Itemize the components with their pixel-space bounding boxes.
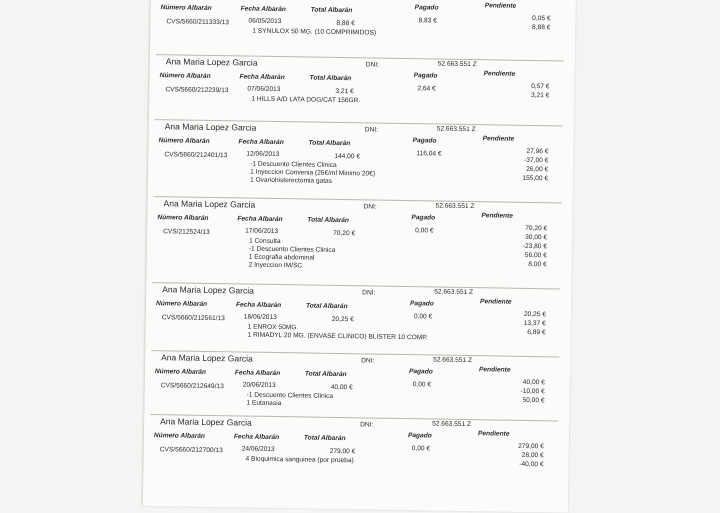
albaran-total: 8,88 €	[336, 20, 354, 27]
delivery-note-record	[149, 414, 558, 481]
line-amount: 8,00 €	[528, 261, 546, 268]
client-name: Ana Maria Lopez Garcia	[165, 121, 257, 132]
line-item: 1 Ovariohisterectomia gatas	[250, 177, 332, 185]
albaran-date: 17/06/2013	[245, 228, 278, 236]
client-name: Ana Maria Lopez Garcia	[164, 198, 256, 209]
header-pendiente: Pendiente	[485, 2, 517, 9]
line-amount: 0,57 €	[531, 83, 549, 90]
scanned-document-page	[142, 0, 576, 513]
dni-label: DNI:	[365, 126, 378, 133]
line-amount: 3,21 €	[531, 92, 549, 99]
albaran-total: 70,20 €	[333, 230, 355, 237]
dni-label: DNI:	[360, 421, 373, 428]
header-pendiente: Pendiente	[480, 298, 512, 305]
header-fecha: Fecha Albarán	[234, 433, 279, 441]
albaran-number: CVS/212524/13	[163, 228, 210, 236]
line-amount: 40,00 €	[523, 379, 545, 386]
albaran-total: 20,25 €	[332, 316, 354, 323]
header-pagado: Pagado	[414, 72, 438, 79]
line-item: 2 Inyeccion IM/SC	[249, 262, 303, 270]
line-amount: 56,00 €	[525, 252, 547, 259]
dni-label: DNI:	[364, 203, 377, 210]
header-numero: Número Albarán	[160, 72, 211, 80]
albaran-total: 3,21 €	[335, 88, 353, 95]
header-pagado: Pagado	[415, 4, 439, 11]
line-amount: 6,89 €	[527, 329, 545, 336]
header-total: Total Albarán	[307, 217, 349, 225]
dni-label: DNI:	[362, 289, 375, 296]
line-amount: 8,88 €	[532, 24, 550, 31]
dni-value: 52.663.551 Z	[436, 203, 475, 211]
albaran-date: 06/05/2013	[248, 18, 281, 26]
line-amount: 279,00 €	[518, 443, 544, 450]
client-name: Ana Maria Lopez Garcia	[160, 416, 252, 427]
delivery-note-record	[154, 119, 563, 200]
header-pagado: Pagado	[409, 368, 433, 375]
header-pagado: Pagado	[410, 300, 434, 307]
client-name: Ana Maria Lopez Garcia	[166, 56, 258, 67]
dni-label	[367, 0, 380, 1]
delivery-note-record	[151, 282, 560, 355]
line-amount: 27,96 €	[526, 148, 548, 155]
dni-value: 52.663.551 Z	[438, 61, 477, 69]
dni-value: 52.663.551 Z	[434, 289, 473, 297]
line-item: -1 Descuento Clientes Clinica	[249, 246, 336, 254]
albaran-total: 279,00 €	[330, 448, 356, 455]
dni-value: 52.663.551 Z	[432, 420, 471, 428]
header-pagado: Pagado	[413, 137, 437, 144]
albaran-total: 144,00 €	[334, 153, 360, 160]
line-amount: -40,00 €	[519, 461, 543, 468]
header-pagado: Pagado	[408, 432, 432, 439]
line-item: 1 Ecografia abdominal	[249, 254, 315, 262]
albaran-date: 24/06/2013	[242, 445, 275, 453]
line-item: 1 ENROX 50MG	[248, 324, 297, 332]
line-amount: 26,00 €	[526, 166, 548, 173]
header-fecha: Fecha Albarán	[241, 5, 286, 13]
albaran-date: 12/06/2013	[246, 151, 279, 159]
header-pendiente: Pendiente	[479, 366, 511, 373]
albaran-date: 20/06/2013	[243, 382, 276, 390]
albaran-date: 18/06/2013	[244, 314, 277, 322]
line-amount: 70,20 €	[525, 225, 547, 232]
header-total: Total Albarán	[308, 140, 350, 148]
albaran-number: CVS/5660/212561/13	[162, 314, 225, 322]
line-amount: -10,00 €	[520, 388, 544, 395]
line-item: -1 Descuento Clientes Clinica	[247, 392, 334, 400]
albaran-paid: 0,00 €	[414, 313, 432, 320]
line-amount: 13,37 €	[524, 320, 546, 327]
header-fecha: Fecha Albarán	[240, 73, 285, 81]
header-total: Total Albarán	[311, 7, 353, 15]
line-item: 4 Bioquimica sanguinea (por prueba)	[246, 456, 354, 465]
line-item: 1 HILLS A/D LATA DOG/CAT 156GR.	[251, 96, 360, 105]
albaran-number: CVS/5660/212649/13	[161, 382, 224, 390]
header-numero: Número Albarán	[157, 214, 208, 222]
line-item: 1 Consulta	[249, 238, 281, 245]
header-numero: Número Albarán	[154, 432, 205, 440]
header-numero: Número Albarán	[155, 368, 206, 376]
line-item: 1 Inyeccion Convenia (26€/ml Minimo 20€)	[250, 169, 375, 178]
albaran-number: CVS/5660/211333/13	[166, 18, 229, 26]
albaran-paid: 116,04 €	[416, 150, 441, 157]
line-item: -1 Descuento Clientes Clinica	[250, 161, 337, 169]
header-pagado: Pagado	[411, 214, 435, 221]
albaran-paid: 0,00 €	[413, 381, 431, 388]
line-amount: 50,00 €	[522, 397, 544, 404]
header-total: Total Albarán	[310, 75, 352, 83]
client-name: Ana Maria Lopez Garcia	[161, 352, 253, 363]
header-pendiente: Pendiente	[481, 212, 513, 219]
line-amount: 0,05 €	[532, 15, 550, 22]
delivery-note-record	[150, 350, 559, 419]
header-numero: Número Albarán	[156, 300, 207, 308]
line-amount: 28,00 €	[522, 452, 544, 459]
header-numero: Número Albarán	[161, 4, 212, 12]
delivery-note-record	[152, 196, 561, 287]
header-numero: Número Albarán	[159, 137, 210, 145]
client-name: Ana Maria Lopez Garcia	[162, 284, 254, 295]
albaran-date: 07/06/2013	[247, 86, 280, 94]
dni-label: DNI:	[361, 357, 374, 364]
header-total: Total Albarán	[306, 302, 348, 310]
dni-value: 52.663.551 Z	[433, 356, 472, 364]
albaran-paid: 0,00 €	[415, 227, 433, 234]
line-amount: 155,00 €	[522, 175, 548, 182]
line-item: 1 SYNULOX 50 MG. (10 COMPRIMIDOS)	[252, 28, 376, 37]
header-pendiente: Pendiente	[484, 70, 516, 77]
line-item: 1 RIMADYL 20 MG. (ENVASE CLINICO) BLISTER 10 COMP.	[247, 332, 427, 342]
header-total: Total Albarán	[304, 434, 346, 442]
header-fecha: Fecha Albarán	[236, 301, 281, 309]
header-total: Total Albarán	[305, 370, 347, 378]
header-pendiente: Pendiente	[478, 430, 510, 437]
line-amount: -23,80 €	[523, 243, 547, 250]
albaran-total: 40,00 €	[331, 384, 353, 391]
albaran-number: CVS/5660/212401/13	[164, 151, 227, 159]
albaran-number: CVS/5660/212239/13	[165, 86, 228, 94]
header-fecha: Fecha Albarán	[237, 215, 282, 223]
header-pendiente: Pendiente	[483, 135, 515, 142]
delivery-note-record	[156, 0, 565, 60]
albaran-number: CVS/5660/212700/13	[160, 446, 223, 454]
line-item: 1 Eutanasia	[246, 400, 281, 408]
line-amount: -37,00 €	[524, 157, 548, 164]
delivery-note-record	[155, 54, 564, 123]
albaran-paid: 8,83 €	[418, 17, 436, 24]
albaran-paid: 2,64 €	[417, 85, 435, 92]
line-amount: 20,25 €	[524, 311, 546, 318]
header-fecha: Fecha Albarán	[235, 369, 280, 377]
albaran-paid: 0,00 €	[412, 445, 430, 452]
header-fecha: Fecha Albarán	[239, 138, 284, 146]
dni-value: 52.663.551 Z	[437, 126, 476, 134]
dni-label: DNI:	[366, 61, 379, 68]
line-amount: 30,00 €	[525, 234, 547, 241]
